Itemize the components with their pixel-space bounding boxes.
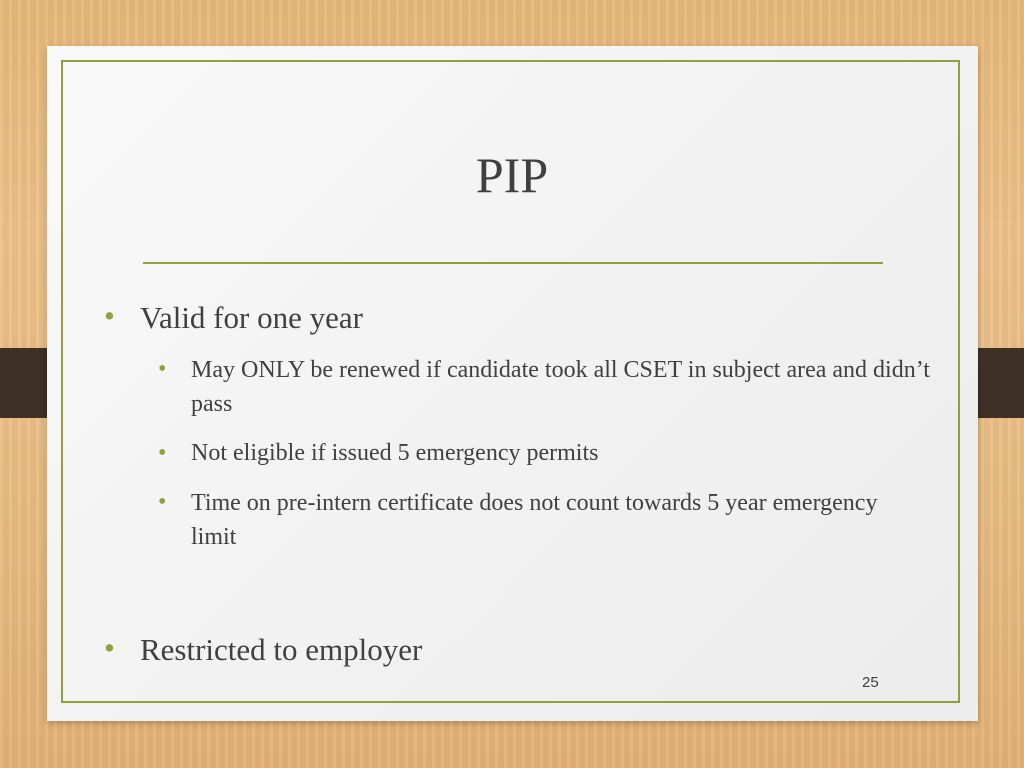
bullet-dot: •	[104, 630, 115, 665]
bullet-dot: •	[104, 298, 115, 333]
slide-title: PIP	[475, 147, 549, 203]
sub-bullet-dot: •	[158, 489, 167, 515]
bullet-restricted-employer: Restricted to employer	[140, 632, 423, 667]
sub-bullet-pre-intern: Time on pre-intern certificate does not count towards 5 year emergency limit	[191, 490, 878, 550]
title-divider	[143, 262, 883, 264]
page-number: 25	[862, 674, 879, 691]
bullet-valid-one-year: Valid for one year	[140, 300, 363, 335]
sub-bullet-renewal: May ONLY be renewed if candidate took all CSET in subject area and didn’t pass	[191, 357, 930, 417]
sub-bullet-dot: •	[158, 356, 167, 382]
sub-bullet-eligibility: Not eligible if issued 5 emergency permits	[191, 440, 599, 466]
sub-bullet-dot: •	[158, 440, 167, 466]
